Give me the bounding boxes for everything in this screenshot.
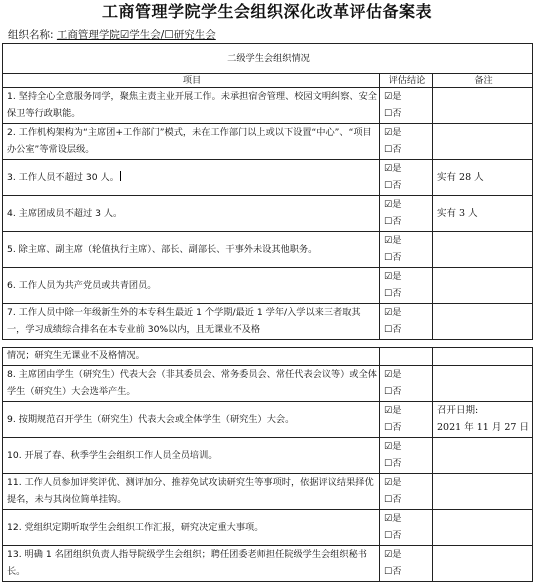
table-row bbox=[3, 124, 533, 160]
table-row bbox=[3, 366, 533, 402]
conclusion-cell bbox=[380, 402, 433, 438]
remark-cell bbox=[433, 124, 533, 160]
conclusion-cell bbox=[380, 196, 433, 232]
no-checkbox[interactable]: ☐否 bbox=[384, 288, 402, 299]
table-row bbox=[3, 88, 533, 124]
table-row bbox=[3, 546, 533, 582]
item-text: 13. 明确 1 名团组织负责人指导院级学生会组织；聘任团委老师担任院级学生会组织秘书长。 bbox=[3, 546, 380, 582]
no-checkbox[interactable]: ☐否 bbox=[384, 108, 402, 119]
no-checkbox[interactable]: ☐否 bbox=[384, 144, 402, 155]
remark-cell bbox=[433, 268, 533, 304]
table-row bbox=[3, 438, 533, 474]
yes-checkbox[interactable]: ☑是 bbox=[384, 441, 402, 452]
no-checkbox[interactable]: ☐否 bbox=[384, 566, 402, 577]
no-checkbox[interactable]: ☐否 bbox=[384, 530, 402, 541]
conclusion-cell bbox=[380, 510, 433, 546]
yes-checkbox[interactable]: ☑是 bbox=[384, 163, 402, 174]
remark-cell bbox=[433, 402, 533, 438]
item-text-content: 3. 工作人员不超过 30 人。 bbox=[7, 172, 119, 183]
form-title: 工商管理学院学生会组织深化改革评估备案表 bbox=[101, 2, 432, 21]
yes-checkbox[interactable]: ☑是 bbox=[384, 513, 402, 524]
remark-cell bbox=[433, 348, 533, 366]
table-row bbox=[3, 402, 533, 438]
yes-checkbox[interactable]: ☑是 bbox=[384, 127, 402, 138]
no-checkbox[interactable]: ☐否 bbox=[384, 252, 402, 263]
item-text: 8. 主席团由学生（研究生）代表大会（非其委员会、常务委员会、常任代表会议等）或全体学生（研究生）大会选举产生。 bbox=[3, 366, 380, 402]
no-checkbox[interactable]: ☐否 bbox=[384, 216, 402, 227]
no-checkbox[interactable]: ☐否 bbox=[384, 422, 402, 433]
table-row bbox=[3, 232, 533, 268]
item-text: 情况；研究生无课业不及格情况。 bbox=[3, 348, 380, 366]
item-text: 2. 工作机构架构为“主席团+工作部门”模式，未在工作部门以上或以下设置“中心”、“项目办公室”等常设层级。 bbox=[3, 124, 380, 160]
conclusion-cell bbox=[380, 348, 433, 366]
conclusion-cell bbox=[380, 88, 433, 124]
item-text: 9. 按期规范召开学生（研究生）代表大会或全体学生（研究生）大会。 bbox=[3, 402, 380, 438]
no-checkbox[interactable]: ☐否 bbox=[384, 494, 402, 505]
yes-checkbox[interactable]: ☑是 bbox=[384, 235, 402, 246]
column-header-remark: 备注 bbox=[433, 74, 533, 88]
column-header-conclusion: 评估结论 bbox=[380, 74, 433, 88]
no-checkbox[interactable]: ☐否 bbox=[384, 180, 402, 191]
table-row bbox=[3, 160, 533, 196]
organization-name bbox=[8, 28, 216, 42]
item-text: 7. 工作人员中除一年级新生外的本专科生最近 1 个学期/最近 1 学年/入学以来三者取其一，学习成绩综合排名在本专业前 30%以内，且无课业不及格 bbox=[3, 304, 380, 340]
item-text: 10. 开展了春、秋季学生会组织工作人员全员培训。 bbox=[3, 438, 380, 474]
conclusion-cell bbox=[380, 366, 433, 402]
yes-checkbox[interactable]: ☑是 bbox=[384, 477, 402, 488]
remark-cell bbox=[433, 232, 533, 268]
yes-checkbox[interactable]: ☑是 bbox=[384, 199, 402, 210]
item-text: 5. 除主席、副主席（轮值执行主席）、部长、副部长、干事外未设其他职务。 bbox=[3, 232, 380, 268]
meeting-date-value: 2021 年 11 月 27 日 bbox=[437, 422, 529, 433]
no-checkbox[interactable]: ☐否 bbox=[384, 324, 402, 335]
conclusion-cell bbox=[380, 124, 433, 160]
remark-cell: 实有 28 人 bbox=[433, 160, 533, 196]
conclusion-cell bbox=[380, 160, 433, 196]
remark-cell bbox=[433, 304, 533, 340]
conclusion-cell bbox=[380, 232, 433, 268]
organization-label: 组织名称: bbox=[8, 29, 54, 41]
conclusion-cell bbox=[380, 546, 433, 582]
table-row bbox=[3, 268, 533, 304]
remark-cell bbox=[433, 510, 533, 546]
conclusion-cell bbox=[380, 268, 433, 304]
conclusion-cell bbox=[380, 438, 433, 474]
yes-checkbox[interactable]: ☑是 bbox=[384, 549, 402, 560]
item-text: 11. 工作人员参加评奖评优、测评加分、推荐免试攻读研究生等事项时，依据评议结果择优提名，未与其岗位简单挂钩。 bbox=[3, 474, 380, 510]
table-row bbox=[3, 474, 533, 510]
meeting-date-label: 召开日期: bbox=[437, 405, 479, 416]
item-text: 12. 党组织定期听取学生会组织工作汇报，研究决定重大事项。 bbox=[3, 510, 380, 546]
item-text: 6. 工作人员为共产党员或共青团员。 bbox=[3, 268, 380, 304]
yes-checkbox[interactable]: ☑是 bbox=[384, 307, 402, 318]
yes-checkbox[interactable]: ☑是 bbox=[384, 271, 402, 282]
assessment-table-part-1 bbox=[2, 43, 533, 340]
text-cursor bbox=[120, 171, 121, 181]
organization-value: 工商管理学院☑学生会/☐研究生会 bbox=[56, 29, 216, 41]
yes-checkbox[interactable]: ☑是 bbox=[384, 91, 402, 102]
remark-cell bbox=[433, 88, 533, 124]
column-header-item: 项目 bbox=[3, 74, 380, 88]
item-text bbox=[3, 160, 380, 196]
remark-cell bbox=[433, 546, 533, 582]
table-row bbox=[3, 304, 533, 340]
yes-checkbox[interactable]: ☑是 bbox=[384, 369, 402, 380]
remark-cell: 实有 3 人 bbox=[433, 196, 533, 232]
assessment-table-part-2 bbox=[2, 347, 533, 582]
table-row bbox=[3, 510, 533, 546]
no-checkbox[interactable]: ☐否 bbox=[384, 386, 402, 397]
conclusion-cell bbox=[380, 304, 433, 340]
remark-cell bbox=[433, 366, 533, 402]
item-text: 1. 坚持全心全意服务同学，聚焦主责主业开展工作。未承担宿舍管理、校园文明纠察、安全保卫等行政职能。 bbox=[3, 88, 380, 124]
remark-cell bbox=[433, 438, 533, 474]
table-row bbox=[3, 196, 533, 232]
no-checkbox[interactable]: ☐否 bbox=[384, 458, 402, 469]
table-row-continuation bbox=[3, 348, 533, 366]
conclusion-cell bbox=[380, 474, 433, 510]
item-text: 4. 主席团成员不超过 3 人。 bbox=[3, 196, 380, 232]
section-header: 二级学生会组织情况 bbox=[3, 44, 533, 74]
remark-cell bbox=[433, 474, 533, 510]
yes-checkbox[interactable]: ☑是 bbox=[384, 405, 402, 416]
